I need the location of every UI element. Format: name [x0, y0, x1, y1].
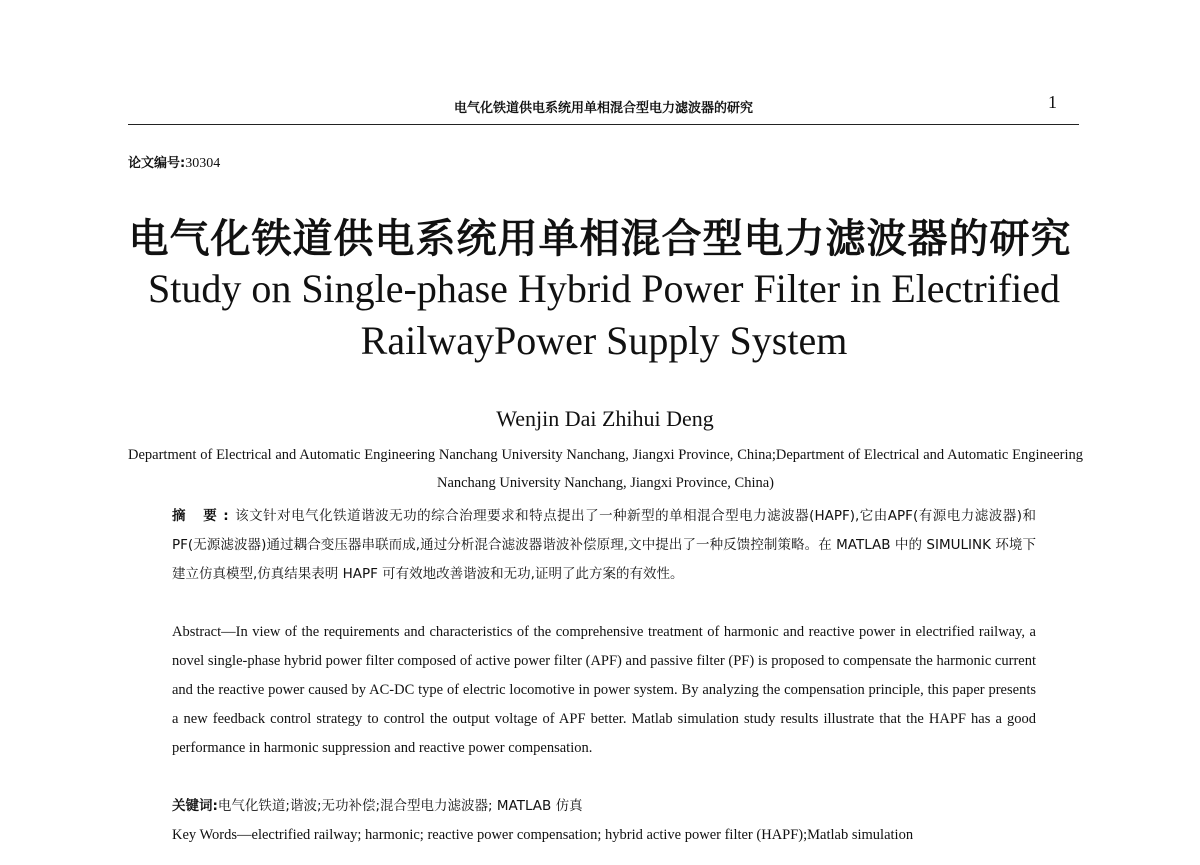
title-english-line-2: RailwayPower Supply System [360, 318, 848, 363]
paper-id-value: 30304 [185, 156, 221, 171]
running-header [128, 94, 1079, 125]
title-english [0, 263, 1200, 367]
abstract-chinese-label: 摘 要: [172, 508, 235, 524]
affiliation: Department of Electrical and Automatic Engineering Nanchang University Nanchang, Jiangxi Province, China;Department of Electrical and Automatic Engineering Nanchang University Nanchang, Jiangxi Province, China) [128, 447, 1083, 491]
authors: Wenjin Dai Zhihui Deng [496, 406, 714, 431]
abstract-chinese-text: 该文针对电气化铁道谐波无功的综合治理要求和特点提出了一种新型的单相混合型电力滤波器(HAPF),它由APF(有源电力滤波器)和 PF(无源滤波器)通过耦合变压器串联而成,通过分析混合滤波器谐波补偿原理,文中提出了一种反馈控制策略。在 MATLAB 中的 SIMULINK 环境下建立仿真模型,仿真结果表明 HAPF 可有效地改善谐波和无功,证明了此方案的有效性。 [172, 508, 1036, 582]
paper-id [128, 152, 220, 172]
running-title: 电气化铁道供电系统用单相混合型电力滤波器的研究 [453, 101, 753, 116]
abstract-chinese [172, 502, 1036, 589]
title-english-line-1: Study on Single-phase Hybrid Power Filter in Electrified [147, 266, 1061, 311]
paper-id-label: 论文编号: [128, 156, 186, 171]
keywords-english: Key Words—electrified railway; harmonic; reactive power compensation; hybrid active power filter (HAPF);Matlab simulation [172, 827, 914, 843]
page-number: 1 [1048, 92, 1057, 112]
abstract-english: Abstract—In view of the requirements and characteristics of the comprehensive treatment of harmonic and reactive power in electrified railway, a novel single-phase hybrid power filter composed of active power filter (APF) and passive filter (PF) is proposed to compensate the harmonic current and the reactive power caused by AC-DC type of electric locomotive in power system. By analyzing the compensation principle, this paper presents a new feedback control strategy to control the output voltage of APF better. Matlab simulation study results illustrate that the HAPF has a good performance in harmonic suppression and reactive power compensation. [172, 624, 1036, 756]
keywords-chinese [172, 792, 1036, 821]
title-chinese: 电气化铁道供电系统用单相混合型电力滤波器的研究 [128, 216, 1072, 262]
keywords-chinese-label: 关键词: [172, 798, 218, 814]
keywords-chinese-text: 电气化铁道;谐波;无功补偿;混合型电力滤波器; MATLAB 仿真 [217, 798, 583, 814]
